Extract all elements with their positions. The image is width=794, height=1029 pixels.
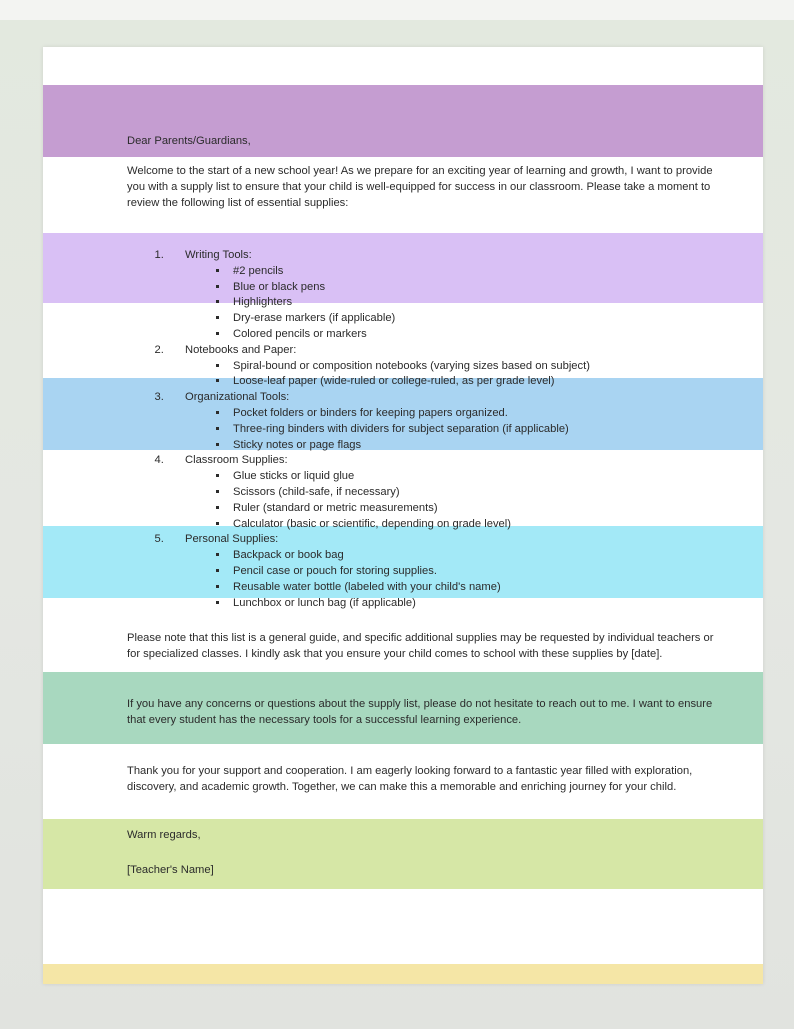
closing: Warm regards,: [127, 829, 201, 841]
category-title: Personal Supplies:: [185, 533, 279, 546]
category-writing-tools: [167, 248, 709, 343]
list-item: ▪ Lunchbox or lunch bag (if applicable): [229, 596, 709, 612]
signature: [Teacher's Name]: [127, 864, 214, 876]
list-item: ▪ Blue or black pens: [229, 280, 709, 296]
list-item: ▪ Loose-leaf paper (wide-ruled or college-ruled, as per grade level): [229, 374, 709, 390]
supply-list: [149, 248, 709, 611]
list-item: ▪ Pencil case or pouch for storing supplies.: [229, 564, 709, 580]
category-classroom-supplies: [167, 453, 709, 532]
list-item: ▪ Scissors (child-safe, if necessary): [229, 485, 709, 501]
list-item: ▪ Ruler (standard or metric measurements): [229, 501, 709, 517]
list-item: ▪ Backpack or book bag: [229, 548, 709, 564]
category-list: [149, 248, 709, 611]
list-item: ▪ #2 pencils: [229, 264, 709, 280]
list-item: ▪ Spiral-bound or composition notebooks (varying sizes based on subject): [229, 359, 709, 375]
band-yellow: [43, 964, 763, 984]
category-personal-supplies: [167, 532, 709, 611]
category-title: Organizational Tools:: [185, 391, 290, 404]
letter-page: [43, 47, 763, 984]
list-item: ▪ Glue sticks or liquid glue: [229, 469, 709, 485]
list-item: ▪ Colored pencils or markers: [229, 327, 709, 343]
note-paragraph: Please note that this list is a general guide, and specific additional supplies may be requested by individual teachers or for specialized classes. I kindly ask that you ensure your child comes to school with these supplies by [date].: [127, 632, 714, 660]
intro-paragraph: Welcome to the start of a new school year! As we prepare for an exciting year of learning and growth, I want to provide you with a supply list to ensure that your child is well-equipped for success in our classroom. Please take a moment to review the following list of essential supplies:: [127, 165, 713, 209]
list-item: ▪ Dry-erase markers (if applicable): [229, 311, 709, 327]
list-item: ▪ Highlighters: [229, 295, 709, 311]
list-item: ▪ Sticky notes or page flags: [229, 438, 709, 454]
category-title: Notebooks and Paper:: [185, 343, 297, 356]
category-title: Classroom Supplies:: [185, 454, 288, 467]
contact-paragraph: If you have any concerns or questions about the supply list, please do not hesitate to reach out to me. I want to ensure that every student has the necessary tools for a successful learning experience.: [127, 698, 713, 726]
greeting: Dear Parents/Guardians,: [127, 135, 251, 147]
category-title: Writing Tools:: [185, 249, 252, 261]
category-organizational-tools: [167, 390, 709, 453]
list-item: ▪ Pocket folders or binders for keeping papers organized.: [229, 406, 709, 422]
list-item: ▪ Three-ring binders with dividers for subject separation (if applicable): [229, 422, 709, 438]
top-strip: [0, 0, 794, 20]
list-item: ▪ Calculator (basic or scientific, depending on grade level): [229, 517, 709, 533]
list-item: ▪ Reusable water bottle (labeled with your child's name): [229, 580, 709, 596]
category-notebooks-paper: [167, 343, 709, 390]
thanks-paragraph: Thank you for your support and cooperation. I am eagerly looking forward to a fantastic year filled with exploration, discovery, and academic growth. Together, we can make this a memorable and enriching journey for your child.: [127, 765, 693, 793]
